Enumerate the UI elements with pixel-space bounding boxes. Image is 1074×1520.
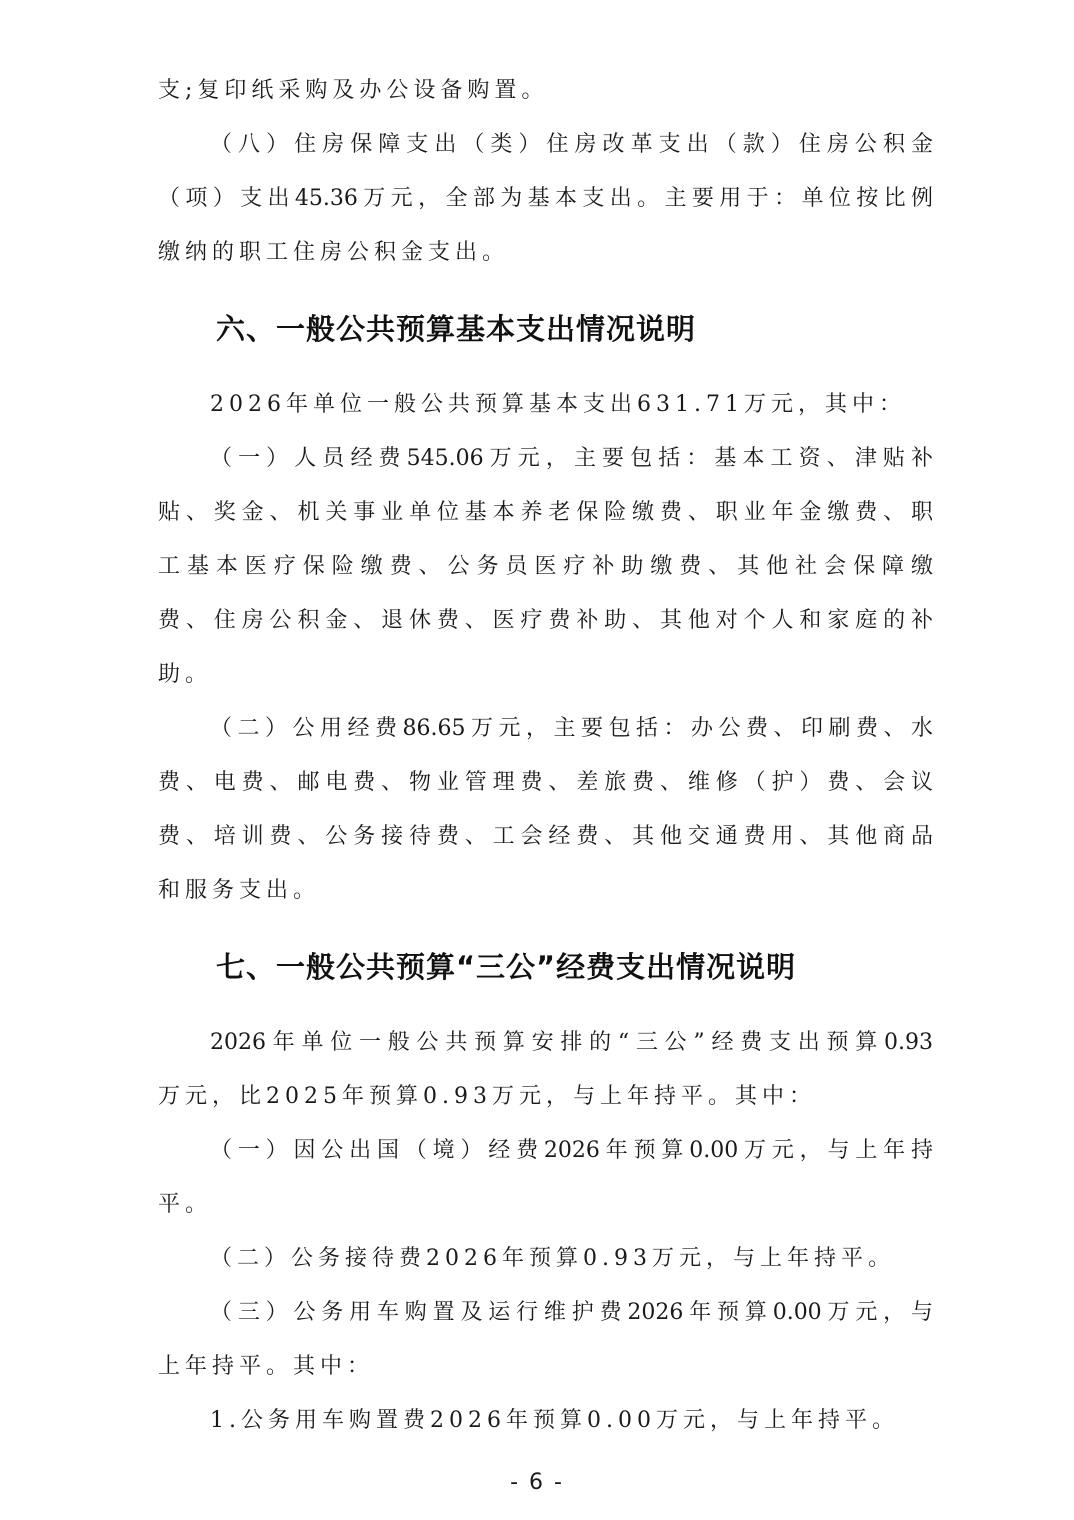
section-heading: 七、一般公共预算“三公”经费支出情况说明 [216,950,797,984]
body-text-line: （三）公务用车购置及运行维护费2026年预算0.00万元，与 [210,1300,933,1325]
body-text-line: 1.公务用车购置费2026年预算0.00万元，与上年持平。 [210,1408,899,1433]
body-text-line: 助。 [158,662,213,687]
body-text-line: 费、住房公积金、退休费、医疗费补助、其他对个人和家庭的补 [158,608,933,633]
body-text-line: （一）人员经费545.06万元，主要包括：基本工资、津贴补 [210,446,933,471]
body-text-line: 上年持平。其中： [158,1354,375,1379]
body-text-line: 和服务支出。 [158,878,321,903]
page-number: - 6 - [510,1470,564,1495]
body-text-line: 支;复印纸采购及办公设备购置。 [158,78,549,103]
body-text-line: 费、培训费、公务接待费、工会经费、其他交通费用、其他商品 [158,824,933,849]
body-text-line: 万元，比2025年预算0.93万元，与上年持平。其中： [158,1084,816,1109]
body-text-line: 2026年单位一般公共预算安排的“三公”经费支出预算0.93 [210,1030,933,1055]
body-text-line: 平。 [158,1192,213,1217]
body-text-line: 工基本医疗保险缴费、公务员医疗补助缴费、其他社会保障缴 [158,554,933,579]
body-text-line: （二）公务接待费2026年预算0.93万元，与上年持平。 [210,1246,895,1271]
body-text-line: 贴、奖金、机关事业单位基本养老保险缴费、职业年金缴费、职 [158,500,933,525]
body-text-line: （项）支出45.36万元，全部为基本支出。主要用于：单位按比例 [158,186,933,211]
page-footer [0,1470,1074,1495]
body-text-line: （八）住房保障支出（类）住房改革支出（款）住房公积金 [210,132,933,157]
body-text-line: （二）公用经费86.65万元，主要包括：办公费、印刷费、水 [210,716,933,741]
section-heading: 六、一般公共预算基本支出情况说明 [216,312,697,346]
document-content [158,64,933,1448]
body-text-line: （一）因公出国（境）经费2026年预算0.00万元，与上年持 [210,1138,933,1163]
body-text-line: 2026年单位一般公共预算基本支出631.71万元，其中： [210,392,906,417]
body-text-line: 费、电费、邮电费、物业管理费、差旅费、维修（护）费、会议 [158,770,933,795]
body-text-line: 缴纳的职工住房公积金支出。 [158,240,510,265]
